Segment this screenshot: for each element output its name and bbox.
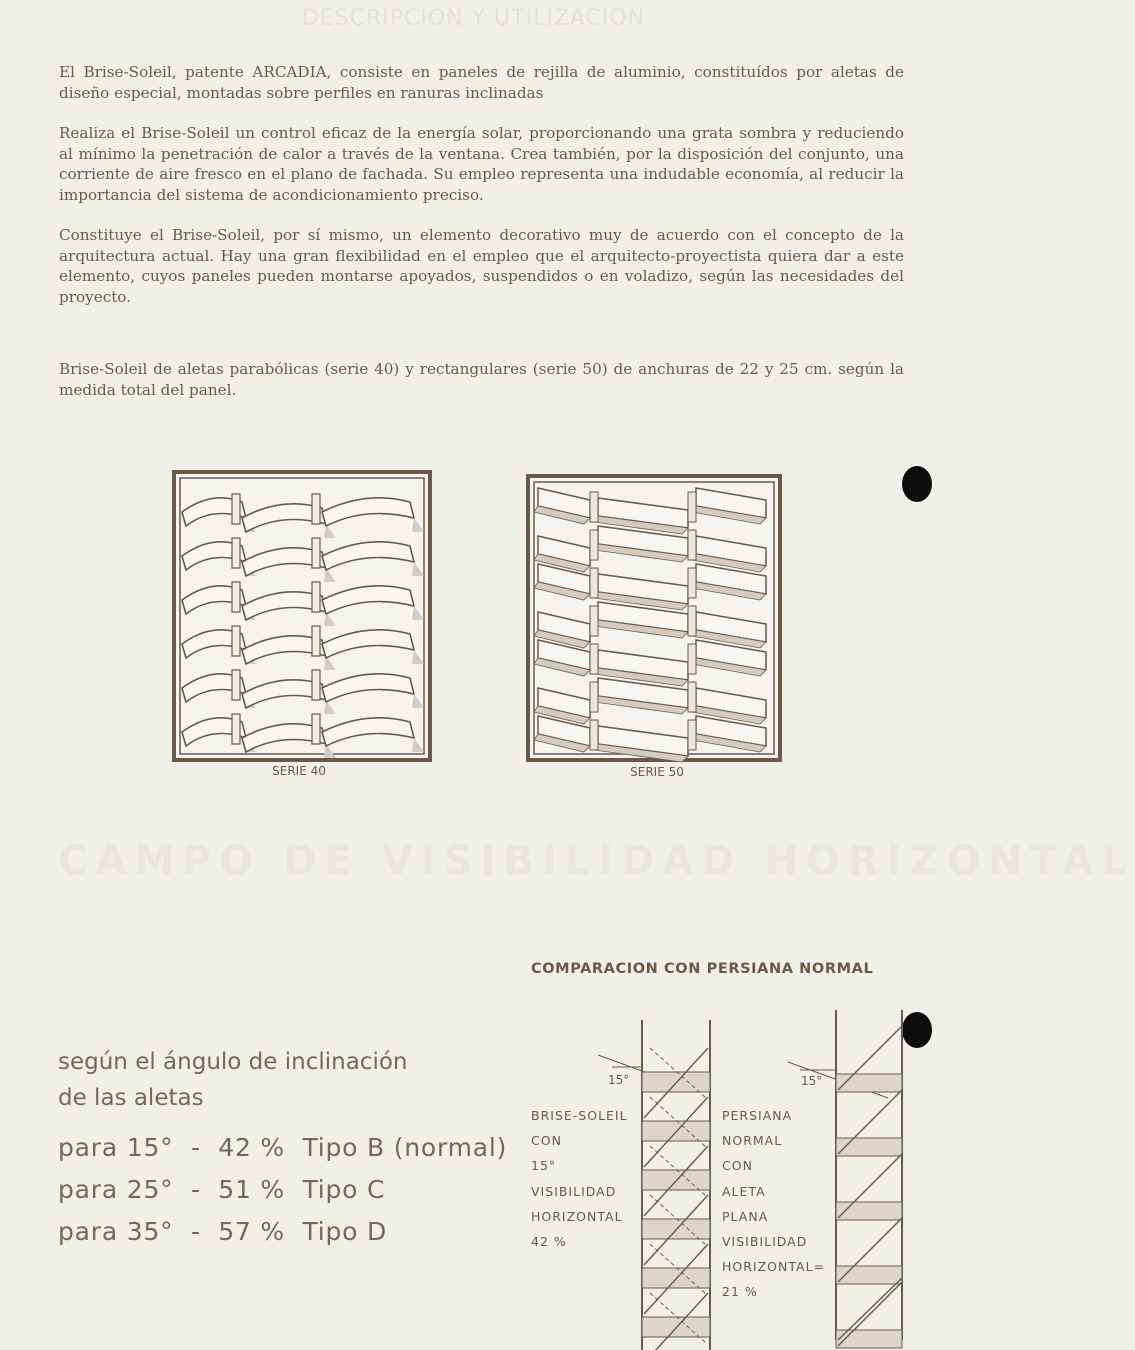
brise-label-line: VISIBILIDAD xyxy=(531,1183,617,1199)
section-ghost-title: CAMPO DE VISIBILIDAD HORIZONTAL xyxy=(58,838,1135,884)
paragraph-control: Realiza el Brise-Soleil un control eficaz de la energía solar, proporcionando una grata sombra y reduciendo al mínimo la penetración de calor a través de la ventana. Crea también, por la disposición del conjunto, una corriente de aire fresco en el plano de fachada. Su empleo representa una indudable economía, al reducir la importancia del sistema de acondicionamiento preciso. xyxy=(59,124,904,204)
paragraph-decorative: Constituye el Brise-Soleil, por sí mismo, un elemento decorativo muy de acuerdo con el concepto de la arquitectura actual. Hay una gran flexibilidad en el empleo que el arquitecto-proyectista quiera dar a este elemento, cuyos paneles pueden montarse apoyados, suspendidos o en voladizo, según las necesidades del proyecto. xyxy=(59,226,904,306)
paragraph-intro: El Brise-Soleil, patente ARCADIA, consiste en paneles de rejilla de aluminio, constituídos por aletas de diseño especial, montadas sobre perfiles en ranuras inclinadas xyxy=(59,63,904,102)
binder-hole-top xyxy=(902,466,932,502)
persiana-label-line: ALETA xyxy=(722,1183,766,1199)
angle-row-35: para 35° - 57 % Tipo D xyxy=(58,1217,388,1246)
persiana-label-line: NORMAL xyxy=(722,1133,783,1149)
binder-hole-bottom xyxy=(902,1012,932,1048)
serie-40-caption: SERIE 40 xyxy=(272,764,326,778)
persiana-label-line: 21 % xyxy=(722,1284,758,1300)
angle-row-25: para 25° - 51 % Tipo C xyxy=(58,1175,386,1204)
angle-heading-line-2: de las aletas xyxy=(58,1085,204,1111)
header-bleed-title: DESCRIPCION Y UTILIZACION xyxy=(301,6,646,31)
paragraph-series: Brise-Soleil de aletas parabólicas (serie 40) y rectangulares (serie 50) de anchuras de 22 y 25 cm. según la medida total del panel. xyxy=(59,360,904,399)
persiana-label-line: CON xyxy=(722,1158,753,1174)
brise-label-line: BRISE-SOLEIL xyxy=(531,1108,628,1123)
brise-label-line: 42 % xyxy=(531,1234,567,1250)
angle-heading xyxy=(58,1044,407,1116)
comparison-title: COMPARACION CON PERSIANA NORMAL xyxy=(531,961,874,977)
angle-row-15: para 15° - 42 % Tipo B (normal) xyxy=(58,1133,508,1162)
brise-label-line: 15° xyxy=(531,1158,557,1174)
persiana-label-line: PLANA xyxy=(722,1208,769,1224)
brise-angle-label: 15° xyxy=(608,1073,630,1087)
angle-heading-line-1: según el ángulo de inclinación xyxy=(58,1049,408,1075)
serie-40-illustration xyxy=(172,470,432,762)
serie-50-illustration xyxy=(526,474,782,762)
serie-50-caption: SERIE 50 xyxy=(630,765,684,779)
brise-soleil-label xyxy=(531,1103,628,1254)
persiana-label-line: PERSIANA xyxy=(722,1108,793,1123)
brise-label-line: CON xyxy=(531,1133,562,1149)
persiana-angle-label: 15° xyxy=(801,1074,823,1088)
persiana-label xyxy=(722,1103,825,1305)
brise-label-line: HORIZONTAL xyxy=(531,1208,623,1224)
persiana-label-line: VISIBILIDAD xyxy=(722,1234,808,1250)
persiana-label-line: HORIZONTAL= xyxy=(722,1259,826,1275)
